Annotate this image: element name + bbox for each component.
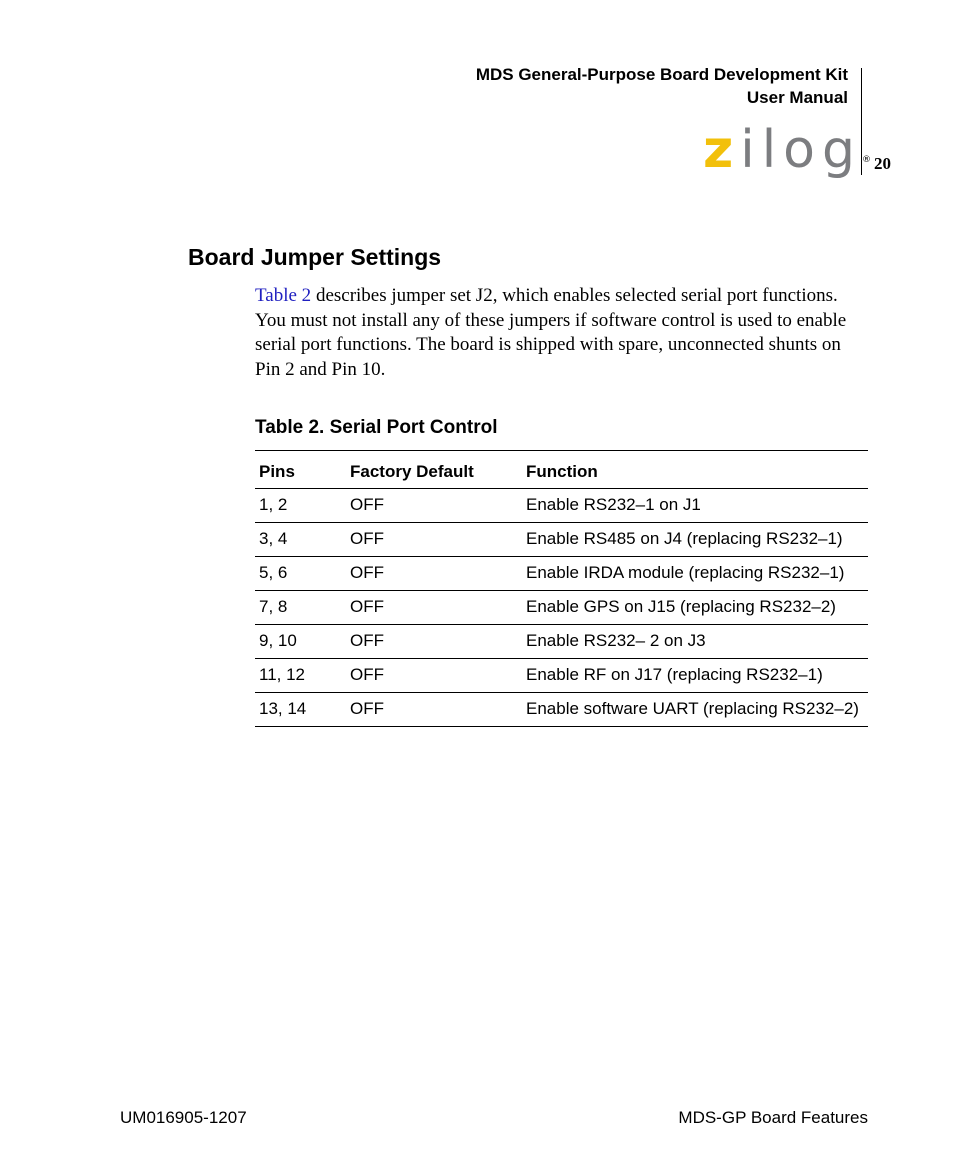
cell-pins: 5, 6 bbox=[255, 557, 346, 591]
cell-function: Enable GPS on J15 (replacing RS232–2) bbox=[522, 591, 868, 625]
table-2-link[interactable]: Table 2 bbox=[255, 285, 312, 306]
serial-port-control-table bbox=[255, 450, 868, 727]
page-number: 20 bbox=[874, 154, 891, 173]
document-title-line1: MDS General-Purpose Board Development Kit bbox=[475, 65, 848, 84]
chapter-title: MDS-GP Board Features bbox=[678, 1108, 868, 1127]
cell-factory-default: OFF bbox=[346, 625, 522, 659]
cell-function: Enable RS232– 2 on J3 bbox=[522, 625, 868, 659]
header-factory-default: Factory Default bbox=[346, 451, 522, 489]
document-id: UM016905-1207 bbox=[120, 1108, 247, 1127]
cell-function: Enable RS232–1 on J1 bbox=[522, 489, 868, 523]
cell-function: Enable IRDA module (replacing RS232–1) bbox=[522, 557, 868, 591]
cell-pins: 3, 4 bbox=[255, 523, 346, 557]
cell-factory-default: OFF bbox=[346, 591, 522, 625]
cell-factory-default: OFF bbox=[346, 659, 522, 693]
cell-factory-default: OFF bbox=[346, 489, 522, 523]
table-header-row bbox=[255, 451, 868, 489]
section-heading: Board Jumper Settings bbox=[188, 244, 442, 270]
cell-factory-default: OFF bbox=[346, 557, 522, 591]
table-row bbox=[255, 625, 868, 659]
cell-pins: 7, 8 bbox=[255, 591, 346, 625]
intro-paragraph bbox=[255, 284, 870, 382]
table-row bbox=[255, 523, 868, 557]
cell-factory-default: OFF bbox=[346, 523, 522, 557]
cell-pins: 11, 12 bbox=[255, 659, 346, 693]
document-title bbox=[248, 63, 848, 109]
cell-function: Enable software UART (replacing RS232–2) bbox=[522, 693, 868, 727]
logo-rest: ilog bbox=[740, 120, 862, 180]
table-row bbox=[255, 489, 868, 523]
table-row bbox=[255, 591, 868, 625]
cell-pins: 13, 14 bbox=[255, 693, 346, 727]
intro-text: describes jumper set J2, which enables selected serial port functions. You must not install any of these jumpers if software control is used to enable serial port functions. The board is shipped with spare, unconnected shunts on Pin 2 and Pin 10. bbox=[255, 285, 847, 380]
table-row bbox=[255, 693, 868, 727]
table-row bbox=[255, 659, 868, 693]
cell-pins: 9, 10 bbox=[255, 625, 346, 659]
cell-pins: 1, 2 bbox=[255, 489, 346, 523]
logo-first-letter: z bbox=[703, 120, 741, 180]
zilog-logo bbox=[703, 119, 871, 181]
document-title-line2: User Manual bbox=[746, 88, 848, 107]
cell-function: Enable RS485 on J4 (replacing RS232–1) bbox=[522, 523, 868, 557]
header-pins: Pins bbox=[255, 451, 346, 489]
header-function: Function bbox=[522, 451, 868, 489]
table-row bbox=[255, 557, 868, 591]
table-caption: Table 2. Serial Port Control bbox=[255, 417, 498, 438]
cell-function: Enable RF on J17 (replacing RS232–1) bbox=[522, 659, 868, 693]
cell-factory-default: OFF bbox=[346, 693, 522, 727]
logo-registered-mark: ® bbox=[861, 155, 871, 165]
